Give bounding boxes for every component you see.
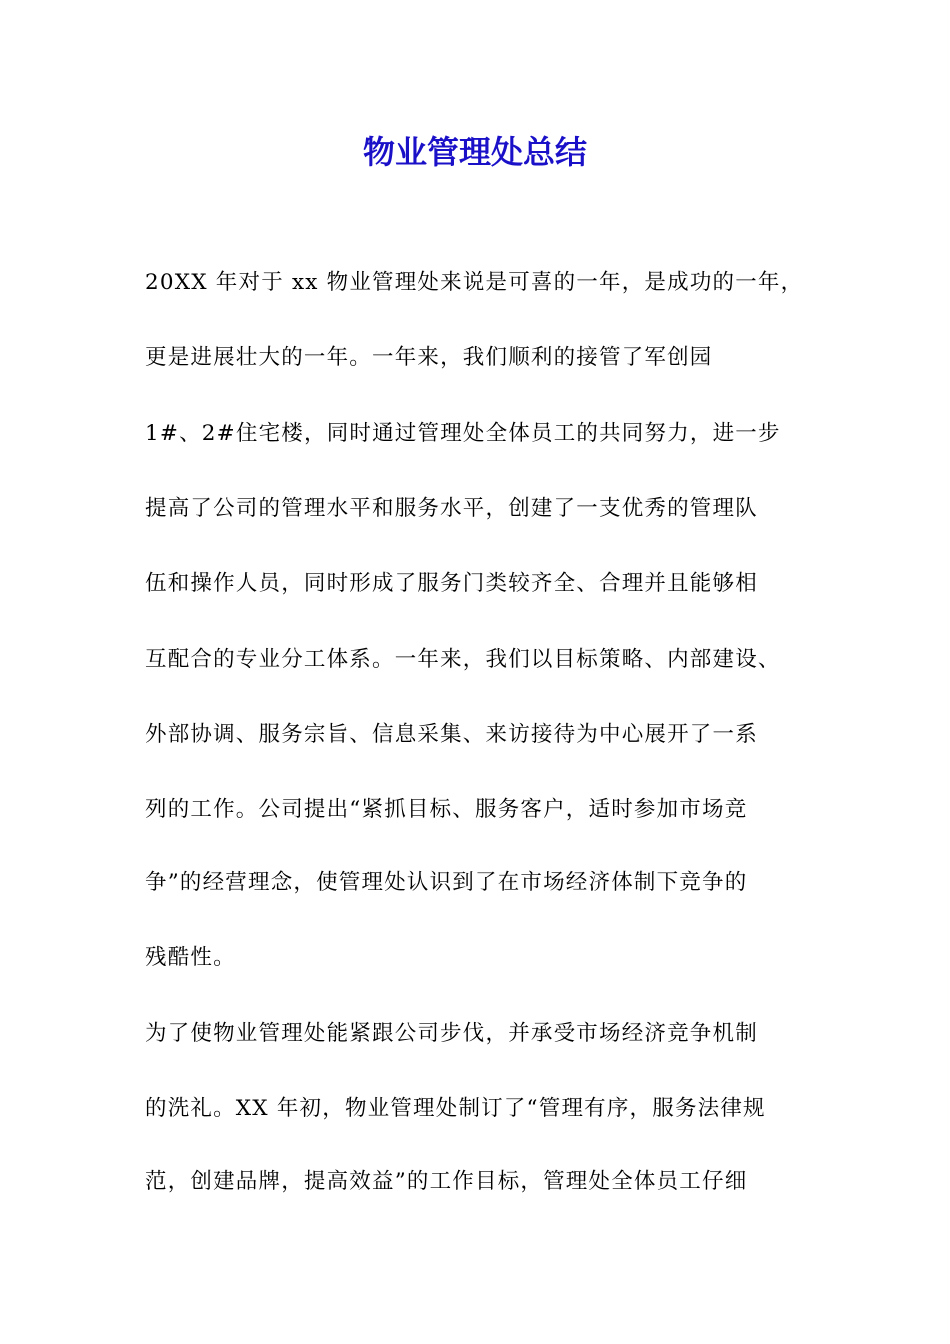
text-line: 为了使物业管理处能紧跟公司步伐，并承受市场经济竞争机制 [145,1021,758,1046]
text-line: 更是进展壮大的一年。一年来，我们顺利的接管了军创园 [145,345,713,370]
text-line: 列的工作。公司提出“紧抓目标、服务客户，适时参加市场竞 [145,797,748,822]
text-line: 提高了公司的管理水平和服务水平，创建了一支优秀的管理队 [145,496,758,521]
text-line: 伍和操作人员，同时形成了服务门类较齐全、合理并且能够相 [145,571,758,596]
page-title: 物业管理处总结 [362,133,587,171]
text-line: 范，创建品牌，提高效益”的工作目标，管理处全体员工仔细 [145,1169,748,1194]
text-line: 残酷性。 [145,945,236,970]
text-line: 20XX 年对于 xx 物业管理处来说是可喜的一年，是成功的一年， [145,270,804,295]
text-line: 1#、2#住宅楼，同时通过管理处全体员工的共同努力，进一步 [145,421,781,446]
text-line: 外部协调、服务宗旨、信息采集、来访接待为中心展开了一系 [145,722,758,747]
text-line: 的洗礼。XX 年初，物业管理处制订了“管理有序，服务法律规 [145,1096,766,1121]
text-line: 互配合的专业分工体系。一年来，我们以目标策略、内部建设、 [145,647,781,672]
text-line: 争”的经营理念，使管理处认识到了在市场经济体制下竞争的 [145,870,748,895]
